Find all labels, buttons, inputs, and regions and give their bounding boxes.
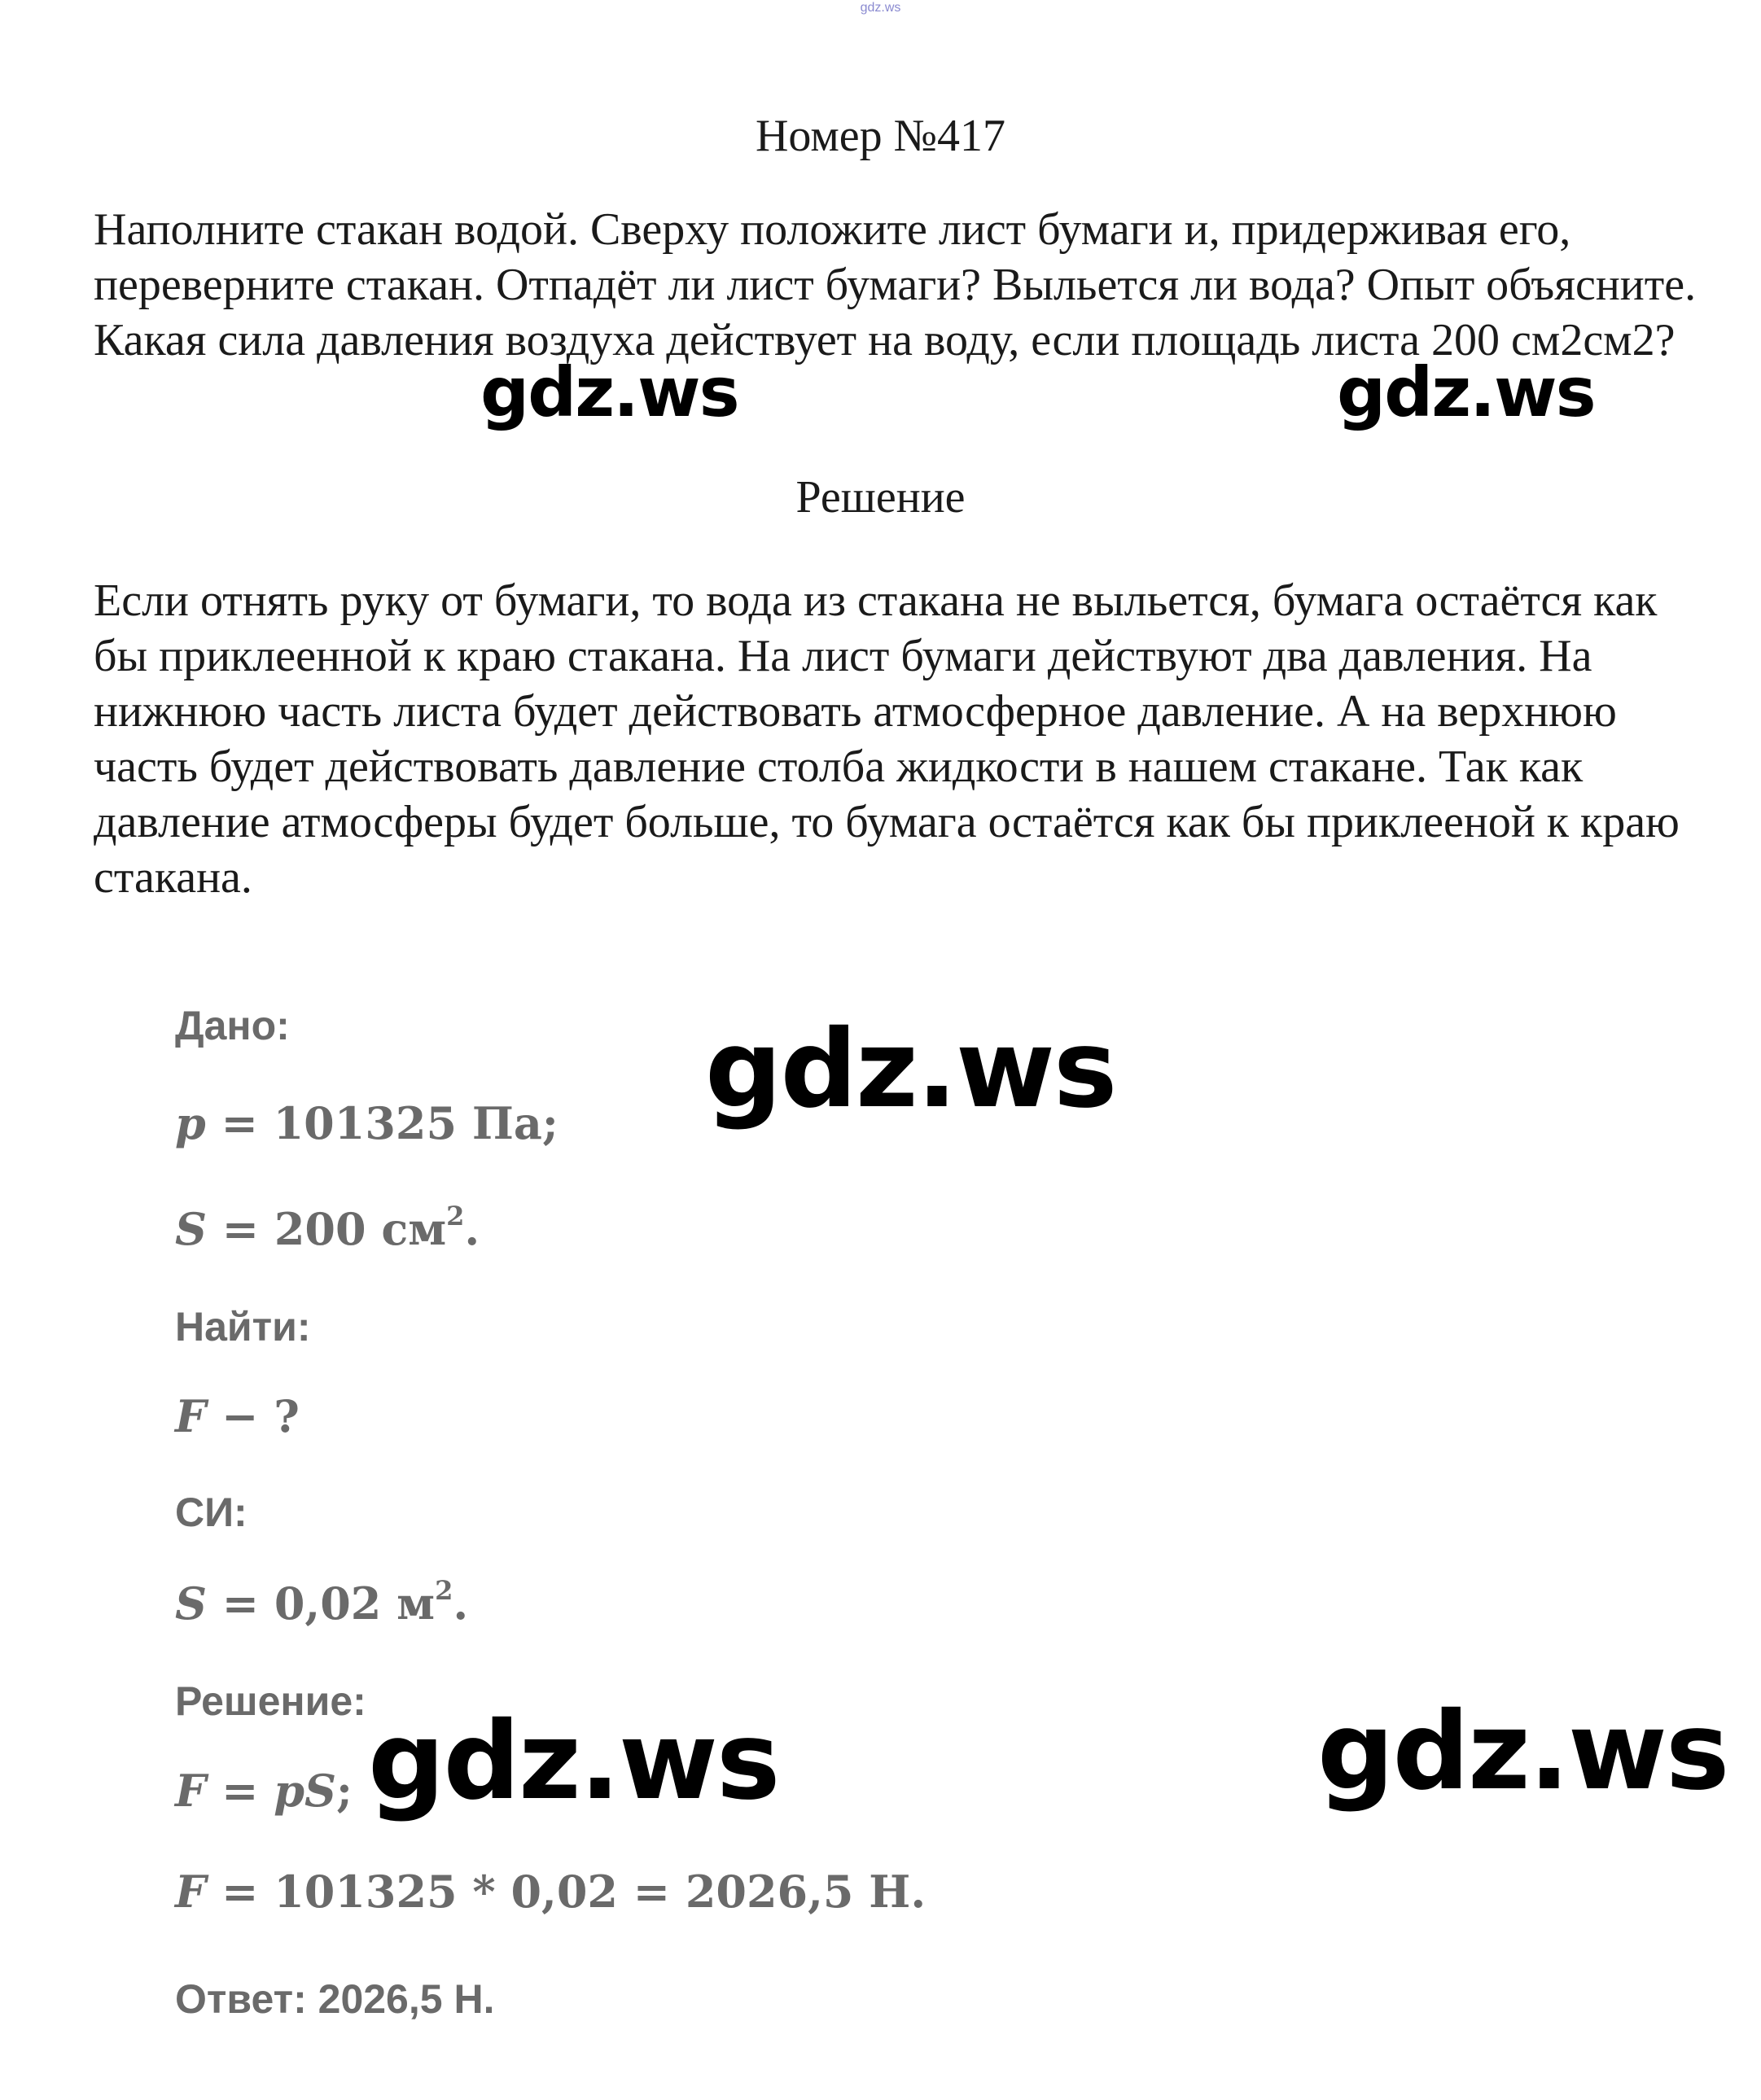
area-line bbox=[175, 1203, 480, 1255]
calculation-value: = 101325 * 0,02 = 2026,5 Н. bbox=[206, 1866, 926, 1918]
explanation-text: Если отнять руку от бумаги, то вода из стакана не выльется, бумага остаётся как бы приклеенной к краю стакана. На лист бумаги действуют два давления. На нижнюю часть листа будет действовать атмосферное давление. А на верхнюю часть будет действовать давление столба жидкости в нашем стакане. Так как давление атмосферы будет больше, то бумага остаётся как бы приклееной к краю стакана. bbox=[94, 575, 1680, 903]
pressure-line bbox=[175, 1097, 559, 1149]
formula-rhs: pS bbox=[274, 1765, 336, 1817]
pressure-value: = 101325 Па; bbox=[205, 1097, 559, 1149]
pressure-variable: p bbox=[175, 1097, 206, 1149]
force-variable: F bbox=[175, 1390, 207, 1442]
calculation-line bbox=[175, 1866, 926, 1918]
watermark: gdz.ws bbox=[1337, 352, 1595, 432]
watermark: gdz.ws bbox=[1317, 1689, 1728, 1814]
force-unknown: − ? bbox=[206, 1390, 300, 1442]
formula-end: ; bbox=[335, 1765, 353, 1817]
si-area-exponent: 2 bbox=[435, 1575, 453, 1606]
watermark: gdz.ws bbox=[368, 1699, 779, 1824]
si-label: СИ: bbox=[175, 1490, 248, 1535]
find-line bbox=[175, 1390, 300, 1442]
si-area-value: = 0,02 м bbox=[207, 1577, 436, 1630]
si-area-line bbox=[175, 1577, 468, 1630]
task-text: Наполните стакан водой. Сверху положите лист бумаги и, придерживая его, переверните стакан. Отпадёт ли лист бумаги? Выльется ли вода? Опыт объясните. Какая сила давления воздуха действует на воду, если площадь листа 200 см2см2? bbox=[94, 204, 1697, 365]
area-end: . bbox=[464, 1203, 480, 1255]
top-watermark: gdz.ws bbox=[860, 1, 901, 15]
formula-equals: = bbox=[206, 1765, 274, 1817]
watermark: gdz.ws bbox=[480, 352, 738, 432]
watermark: gdz.ws bbox=[705, 1007, 1116, 1132]
page-title: Номер №417 bbox=[755, 111, 1006, 161]
given-label: Дано: bbox=[175, 1003, 290, 1048]
answer-line: Ответ: 2026,5 Н. bbox=[175, 1976, 495, 2022]
si-area-end: . bbox=[453, 1577, 469, 1630]
calculation-variable: F bbox=[175, 1866, 207, 1918]
si-area-variable: S bbox=[175, 1577, 207, 1630]
area-variable: S bbox=[175, 1203, 207, 1255]
area-exponent: 2 bbox=[446, 1201, 465, 1232]
solution-heading: Решение bbox=[795, 472, 966, 523]
find-label: Найти: bbox=[175, 1304, 311, 1350]
area-value: = 200 см bbox=[207, 1203, 447, 1255]
solution-label: Решение: bbox=[175, 1678, 366, 1724]
formula-line bbox=[175, 1765, 353, 1817]
formula-variable: F bbox=[175, 1765, 207, 1817]
